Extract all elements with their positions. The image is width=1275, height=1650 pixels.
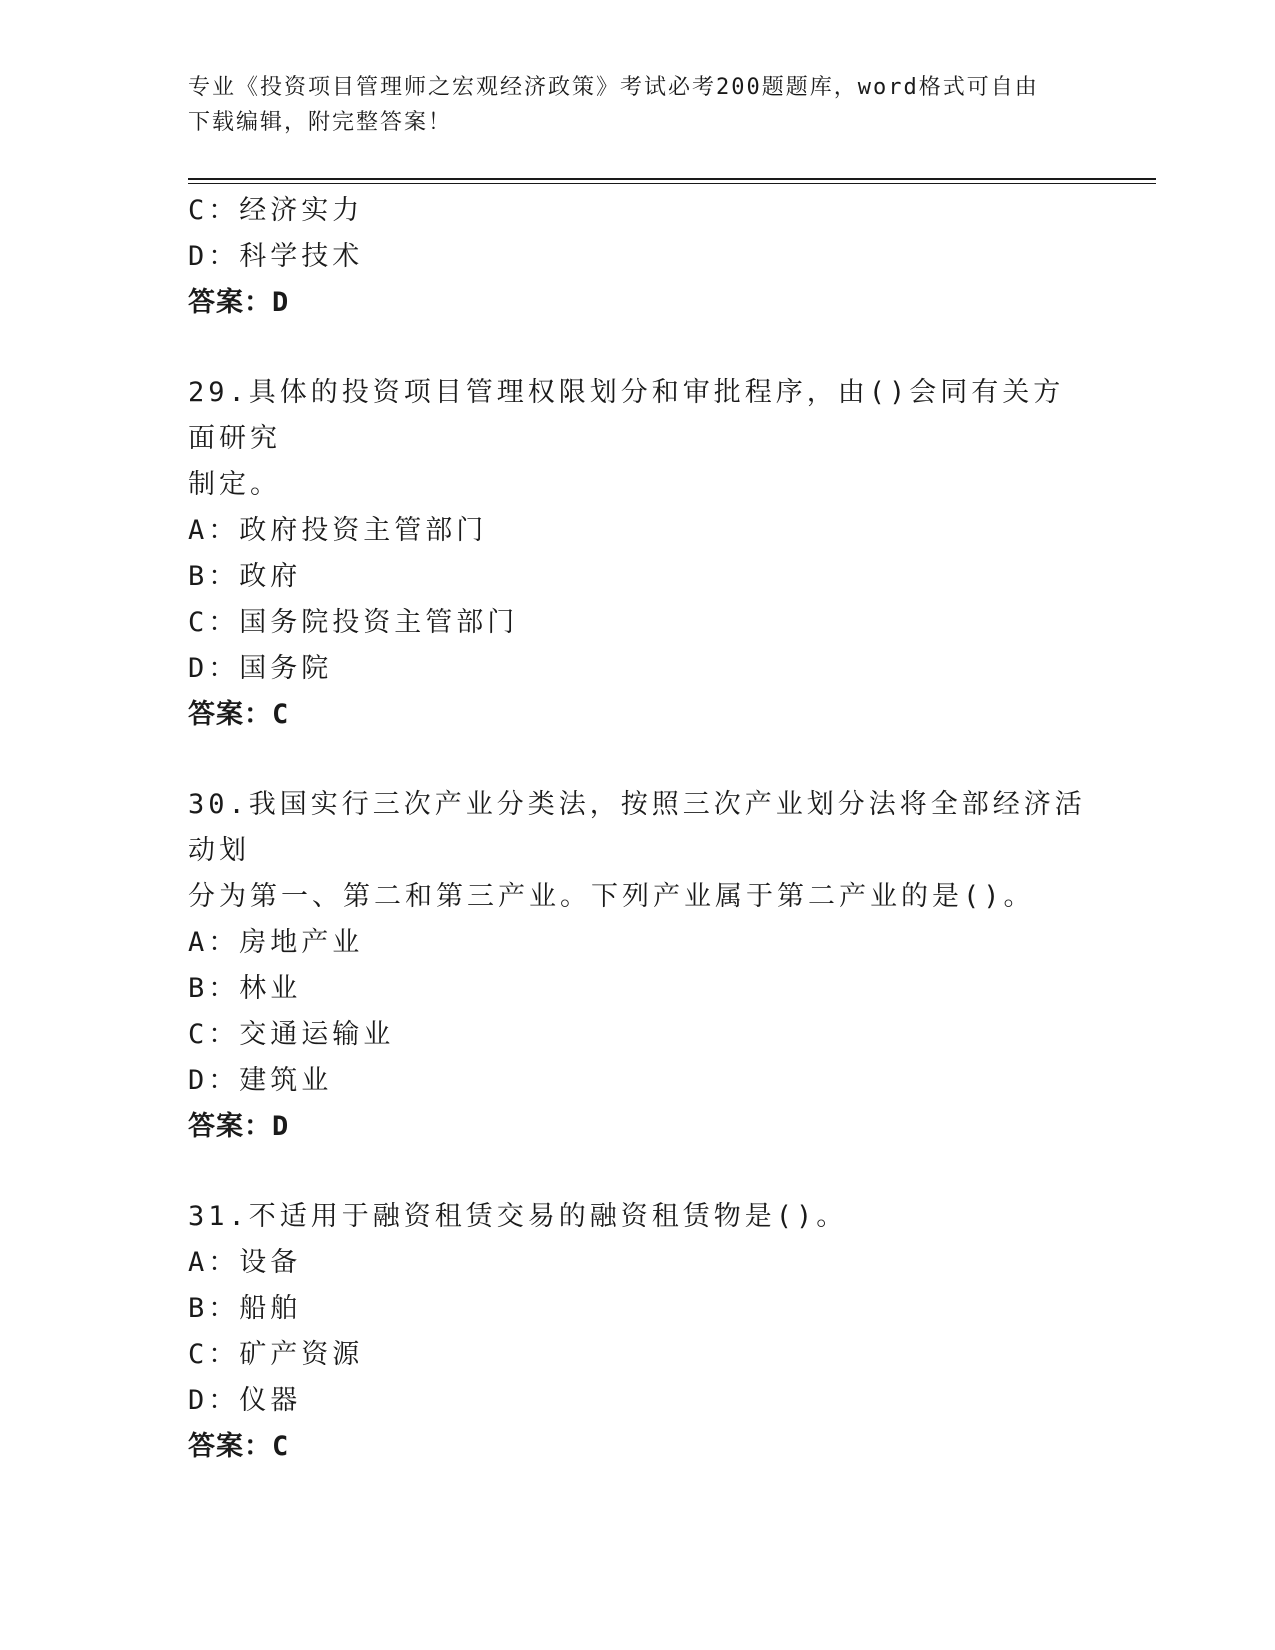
option-text: 建筑业 (239, 1065, 333, 1096)
option-text: 国务院 (239, 653, 333, 684)
option-text: 政府 (239, 561, 302, 592)
option-label: C： (188, 607, 240, 638)
option-text: 科学技术 (239, 241, 364, 272)
answer-line: 答案：C (188, 1431, 290, 1462)
option-text: 林业 (239, 973, 302, 1004)
question-31 (188, 1194, 1088, 1470)
option-label: D： (188, 1065, 240, 1096)
option-label: B： (188, 973, 240, 1004)
option-line (188, 508, 1088, 554)
answer-line: 答案：D (188, 1111, 290, 1142)
option-line (188, 188, 1088, 234)
question-stem-line-1: 31.不适用于融资租赁交易的融资租赁物是()。 (188, 1201, 848, 1232)
question-stem-line-2: 制定。 (188, 469, 281, 500)
header-title-line-2: 下载编辑，附完整答案！ (188, 110, 453, 135)
option-text: 交通运输业 (239, 1019, 395, 1050)
option-line (188, 234, 1088, 280)
option-text: 政府投资主管部门 (239, 515, 488, 546)
option-line (188, 1378, 1088, 1424)
option-text: 仪器 (239, 1385, 302, 1416)
question-stem-line-2: 分为第一、第二和第三产业。下列产业属于第二产业的是()。 (188, 881, 1035, 912)
option-label: C： (188, 1019, 240, 1050)
page-header (188, 70, 1088, 140)
option-line (188, 966, 1088, 1012)
option-line (188, 1240, 1088, 1286)
option-text: 国务院投资主管部门 (239, 607, 519, 638)
option-line (188, 1058, 1088, 1104)
option-text: 矿产资源 (239, 1339, 364, 1370)
option-text: 经济实力 (239, 195, 364, 226)
option-line (188, 1332, 1088, 1378)
option-label: D： (188, 241, 240, 272)
option-label: A： (188, 515, 240, 546)
question-29 (188, 370, 1088, 738)
option-label: B： (188, 1293, 240, 1324)
answer-line: 答案：C (188, 699, 290, 730)
option-line (188, 1012, 1088, 1058)
option-text: 房地产业 (239, 927, 364, 958)
header-title-line-1: 专业《投资项目管理师之宏观经济政策》考试必考200题题库，word格式可自由 (188, 75, 1039, 100)
question-stem-line-1: 29.具体的投资项目管理权限划分和审批程序，由()会同有关方面研究 (188, 377, 1065, 454)
option-text: 船舶 (239, 1293, 302, 1324)
header-divider-thin (188, 183, 1156, 184)
option-label: A： (188, 927, 240, 958)
answer-line: 答案：D (188, 287, 290, 318)
option-label: C： (188, 1339, 240, 1370)
option-label: D： (188, 1385, 240, 1416)
question-30 (188, 782, 1088, 1150)
header-divider-thick (188, 178, 1156, 180)
option-line (188, 600, 1088, 646)
option-label: D： (188, 653, 240, 684)
option-line (188, 554, 1088, 600)
option-line (188, 920, 1088, 966)
option-label: B： (188, 561, 240, 592)
question-content (188, 188, 1088, 1470)
option-label: A： (188, 1247, 240, 1278)
option-line (188, 1286, 1088, 1332)
option-text: 设备 (239, 1247, 302, 1278)
option-line (188, 646, 1088, 692)
carryover-block (188, 188, 1088, 326)
question-stem-line-1: 30.我国实行三次产业分类法，按照三次产业划分法将全部经济活动划 (188, 789, 1086, 866)
option-label: C： (188, 195, 240, 226)
